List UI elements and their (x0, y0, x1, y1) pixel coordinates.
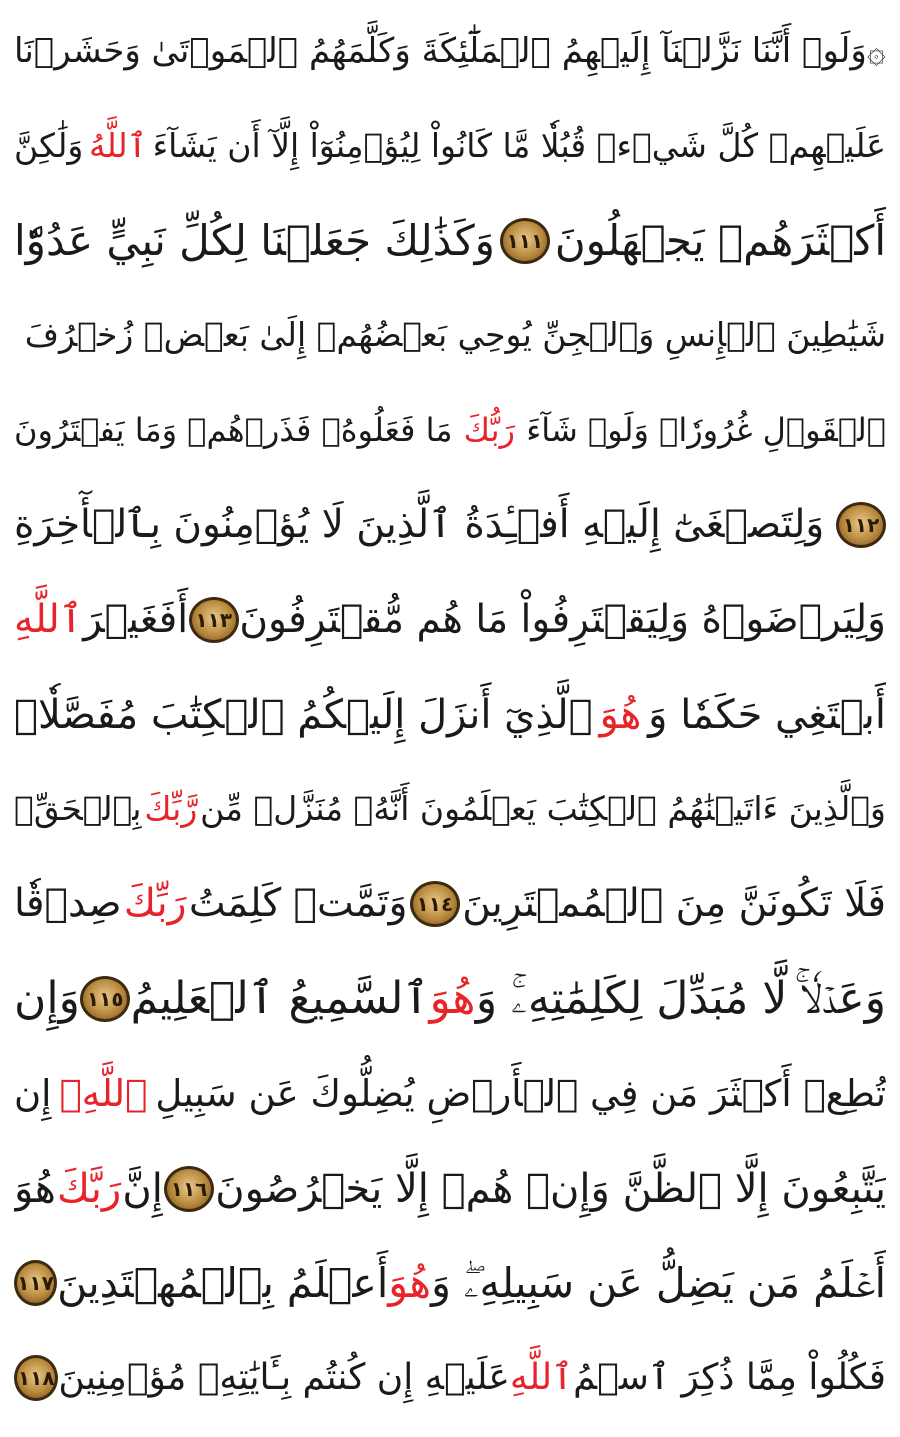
text-line (14, 482, 886, 568)
verse-text: وَتَمَّتۡ كَلِمَتُ (188, 881, 408, 927)
text-line (14, 387, 886, 473)
ayah-end-medallion-icon: ١١١ (500, 218, 550, 264)
verse-text: وَلِتَصۡغَىٰٓ إِلَيۡهِ أَفۡـِٔدَةُ ٱلَّذِينَ لَا يُؤۡمِنُونَ بِٱلۡأٓخِرَةِ (14, 502, 825, 547)
verse-text: صِدۡقٗا (14, 881, 122, 927)
divine-name-text: رَبِّكَ (123, 881, 187, 927)
verse-text: وَٱلَّذِينَ ءَاتَيۡنَٰهُمُ ٱلۡكِتَٰبَ يَعۡلَمُونَ أَنَّهُۥ مُنَزَّلٞ مِّن (200, 789, 886, 829)
verse-text: ٱلَّذِيٓ أَنزَلَ إِلَيۡكُمُ ٱلۡكِتَٰبَ مُفَصَّلٗاۚ (14, 691, 593, 738)
ayah-end-medallion-icon: ١١٨ (14, 1355, 58, 1401)
verse-text: فَكُلُواْ مِمَّا ذُكِرَ ٱسۡمُ (573, 1357, 886, 1399)
verse-text: أَفَغَيۡرَ (83, 596, 189, 642)
text-line (14, 198, 886, 284)
verse-text: إِن (14, 1071, 52, 1115)
text-line (14, 292, 886, 378)
divine-name-text: ٱللَّهُ (88, 125, 147, 165)
ayah-end-medallion-icon: ١١٧ (14, 1260, 57, 1306)
text-line (14, 8, 886, 94)
divine-name-text: رَّبِّكَ (144, 789, 198, 829)
verse-text: عَلَيۡهِمۡ كُلَّ شَيۡءٖ قُبُلٗا مَّا كَانُواْ لِيُؤۡمِنُوٓاْ إِلَّآ أَن يَشَآءَ (152, 125, 886, 165)
text-line (14, 766, 886, 852)
verse-text: شَيَٰطِينَ ٱلۡإِنسِ وَٱلۡجِنِّ يُوحِي بَعۡضُهُمۡ إِلَىٰ بَعۡضٖ زُخۡرُفَ (24, 315, 886, 355)
divine-name-text: ٱللَّهِۚ (59, 1071, 148, 1115)
text-line (14, 577, 886, 663)
divine-name-text: هُوَ (599, 691, 642, 738)
verse-text: وَإِن (14, 973, 80, 1024)
rub-el-hizb-icon: ۞ (867, 32, 886, 70)
ayah-end-medallion-icon: ١١٤ (410, 881, 460, 927)
ayah-end-medallion-icon: ١١٦ (164, 1166, 214, 1212)
verse-text: أَعۡلَمُ مَن يَضِلُّ عَن سَبِيلِهِۦۖ وَ (431, 1259, 886, 1308)
verse-text: تُطِعۡ أَكۡثَرَ مَن فِي ٱلۡأَرۡضِ يُضِلُّوكَ عَن سَبِيلِ (155, 1071, 886, 1115)
verse-text: أَبۡتَغِي حَكَمٗا وَ (648, 691, 886, 738)
divine-name-text: هُوَ (388, 1259, 432, 1308)
verse-text: وَعَدۡلٗاۚ لَّا مُبَدِّلَ لِكَلِمَٰتِهِۦۚ وَ (475, 973, 886, 1024)
text-line (14, 1240, 886, 1326)
divine-name-text: ٱللَّهِ (509, 1357, 574, 1399)
text-line (14, 956, 886, 1042)
divine-name-text: رَبَّكَ (57, 1165, 122, 1212)
verse-text: وَلَٰكِنَّ (14, 125, 84, 165)
divine-name-text: هُوَ (429, 973, 476, 1024)
verse-text: يَتَّبِعُونَ إِلَّا ٱلظَّنَّ وَإِنۡ هُمۡ إِلَّا يَخۡرُصُونَ (215, 1165, 886, 1212)
verse-text: وَلِيَرۡضَوۡهُ وَلِيَقۡتَرِفُواْ مَا هُم مُّقۡتَرِفُونَ (239, 596, 886, 642)
divine-name-text: ٱللَّهِ (14, 596, 83, 642)
text-line (14, 1335, 886, 1421)
verse-text: مَا فَعَلُوهُۖ فَذَرۡهُمۡ وَمَا يَفۡتَرُونَ (14, 411, 453, 450)
verse-text: عَلَيۡهِ إِن كُنتُم بِـَٔايَٰتِهِۦ مُؤۡمِنِينَ (58, 1357, 510, 1399)
ayah-end-medallion-icon: ١١٥ (80, 976, 130, 1022)
verse-text: فَلَا تَكُونَنَّ مِنَ ٱلۡمُمۡتَرِينَ (462, 881, 886, 927)
text-line (14, 1051, 886, 1137)
text-line (14, 672, 886, 758)
verse-text: وَكَذَٰلِكَ جَعَلۡنَا لِكُلِّ نَبِيٍّ عَدُوّٗا (14, 215, 495, 265)
verse-text: ٱلسَّمِيعُ ٱلۡعَلِيمُ (130, 973, 430, 1024)
verse-text: ٱلۡقَوۡلِ غُرُورٗاۚ وَلَوۡ شَآءَ (526, 411, 886, 450)
verse-text: بِٱلۡحَقِّۖ (14, 789, 142, 829)
ayah-end-medallion-icon: ١١٢ (836, 502, 886, 548)
verse-text: أَكۡثَرَهُمۡ يَجۡهَلُونَ (554, 215, 886, 265)
verse-text: وَلَوۡ أَنَّنَا نَزَّلۡنَآ إِلَيۡهِمُ ٱلۡمَلَٰٓئِكَةَ وَكَلَّمَهُمُ ٱلۡمَوۡتَىٰ وَحَشَرۡنَا (14, 31, 867, 71)
verse-text: هُوَ (14, 1165, 56, 1212)
divine-name-text: رَبُّكَ (463, 411, 515, 450)
text-line (14, 861, 886, 947)
ayah-end-medallion-icon: ١١٣ (189, 597, 239, 643)
text-line (14, 103, 886, 189)
text-line (14, 1146, 886, 1232)
verse-text: أَعۡلَمُ بِٱلۡمُهۡتَدِينَ (57, 1259, 389, 1308)
verse-text: إِنَّ (122, 1165, 163, 1212)
